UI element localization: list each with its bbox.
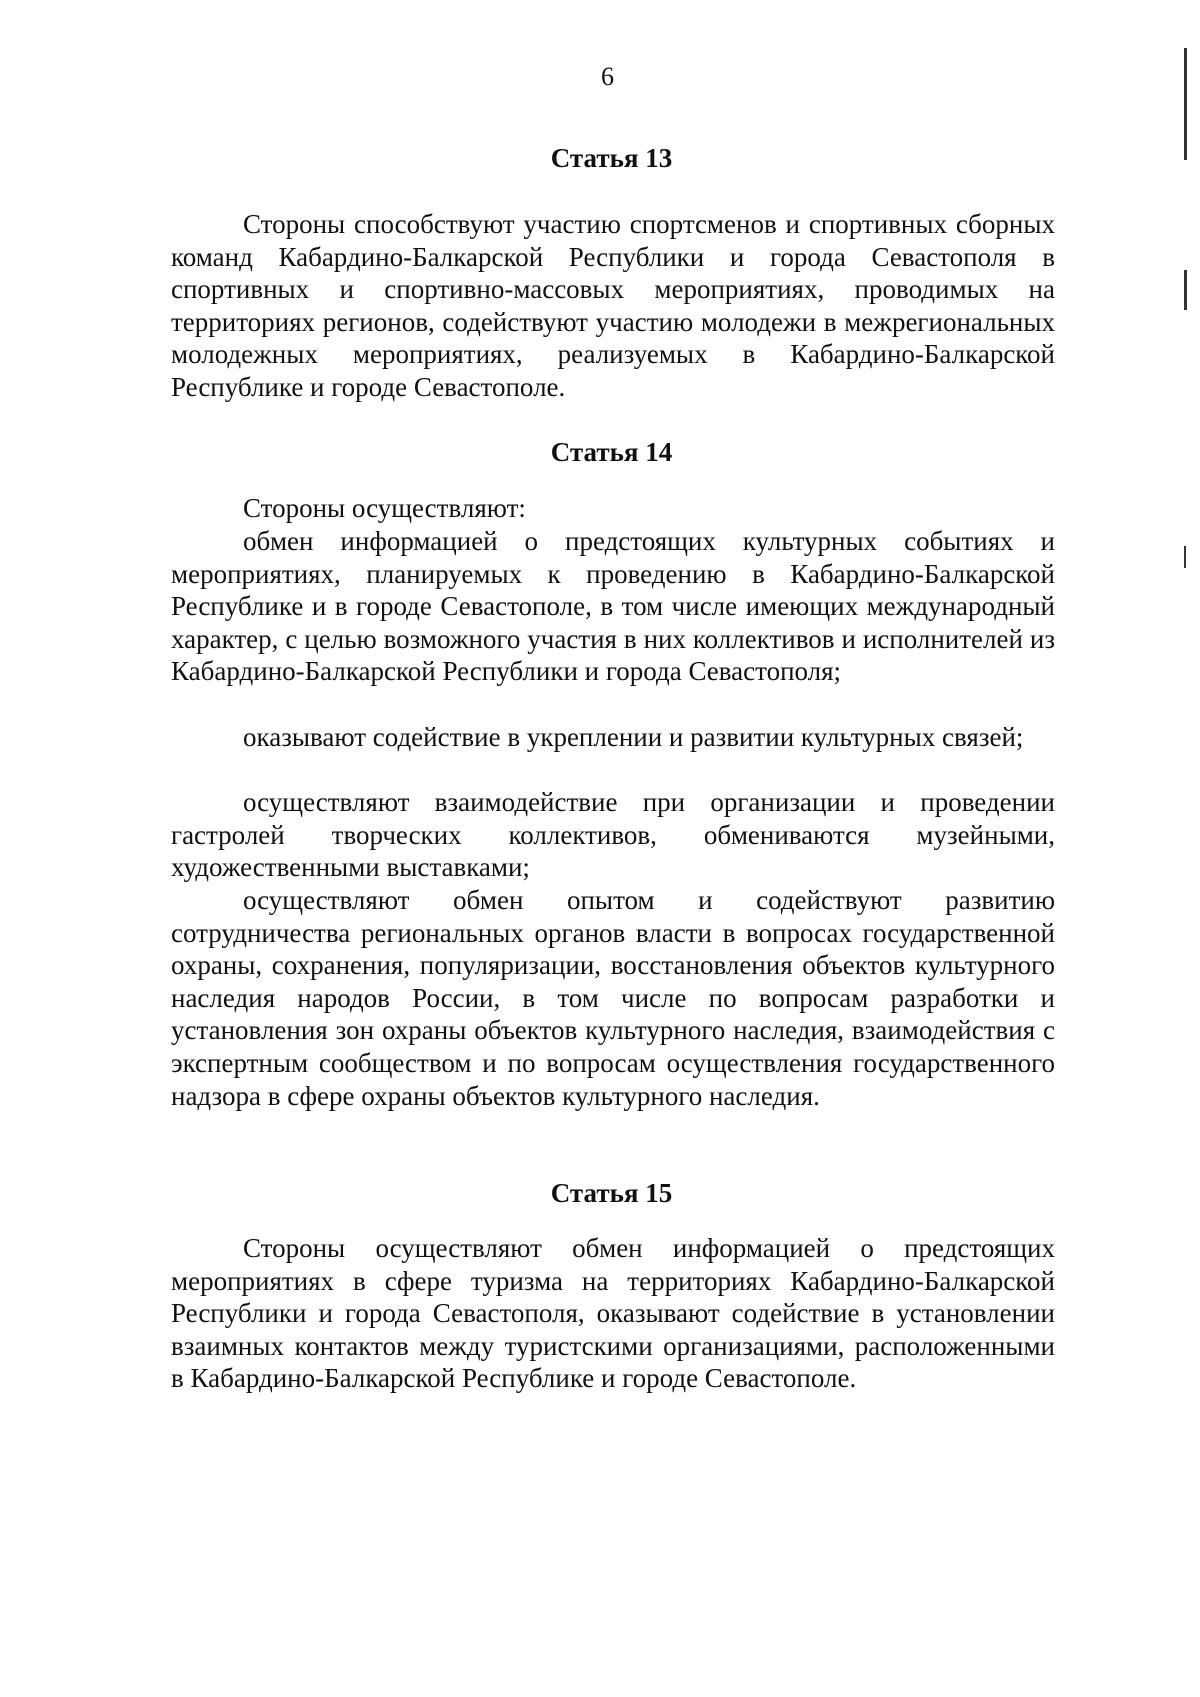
article-14-item-1: обмен информацией о предстоящих культурных событиях и мероприятиях, планируемых к проведению в Кабардино-Балкарской Республике и в городе Севастополе, в том числе имеющих международный характер, с целью возможного участия в них коллективов и исполнителей из Кабардино-Балкарской Республики и города Севастополя; [171,526,1055,687]
article-15-heading: Статья 15 [550,1178,673,1208]
scan-artifact-line [1184,270,1187,310]
article-14-item-4: осуществляют обмен опытом и содействуют развитию сотрудничества региональных органов власти в вопросах государственной охраны, сохранения, популяризации, восстановления объектов культурного наследия народов России, в том числе по вопросам разработки и установления зон охраны объектов культурного наследия, взаимодействия с экспертным сообществом и по вопросам осуществления государственного надзора в сфере охраны объектов культурного наследия. [171,885,1055,1111]
page-number: 6 [601,62,614,91]
article-14-item-2: оказывают содействие в укреплении и развитии культурных связей; [243,722,1024,752]
article-13-paragraph-1: Стороны способствуют участию спортсменов и спортивных сборных команд Кабардино-Балкарской Республики и города Севастополя в спортивных и спортивно-массовых мероприятиях, проводимых на территориях регионов, содействуют участию молодежи в межрегиональных молодежных мероприятиях, реализуемых в Кабардино-Балкарской Республике и городе Севастополе. [171,209,1055,402]
article-15-paragraph-1: Стороны осуществляют обмен информацией о предстоящих мероприятиях в сфере туризма на территориях Кабардино-Балкарской Республики и города Севастополя, оказывают содействие в установлении взаимных контактов между туристскими организациями, расположенными в Кабардино-Балкарской Республике и городе Севастополе. [171,1233,1055,1394]
scan-artifact-line [1184,48,1187,160]
article-13-heading: Статья 13 [550,143,673,173]
article-14-item-3: осуществляют взаимодействие при организации и проведении гастролей творческих коллективов, обмениваются музейными, художественными выставками; [171,787,1055,883]
scan-artifact-line [1184,546,1186,568]
article-14-intro: Стороны осуществляют: [243,493,526,523]
article-14-heading: Статья 14 [550,437,673,467]
